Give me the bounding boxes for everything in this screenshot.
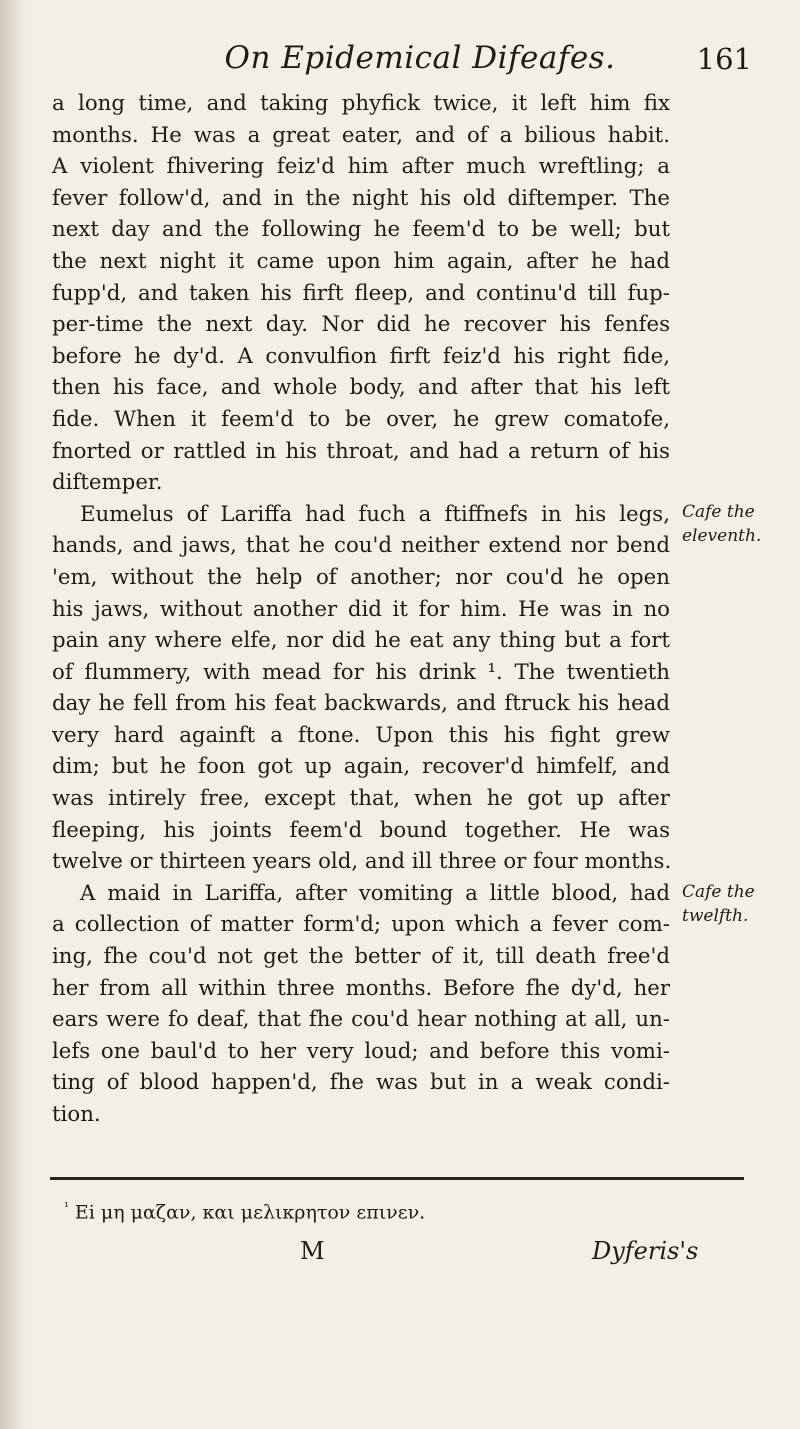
text-line: was intirely free, except that, when he got up after — [52, 786, 670, 812]
text-line: A maid in Lariffa, after vomiting a little blood, had — [80, 880, 670, 906]
text-line: 'em, without the help of another; nor cou'd he open — [52, 564, 670, 590]
marginal-note-case-eleventh — [682, 500, 792, 548]
text-line: her from all within three months. Before fhe dy'd, her — [52, 975, 670, 1001]
text-line: twelve or thirteen years old, and ill three or four months. — [52, 849, 672, 875]
footnote-marker: ¹ — [64, 1200, 69, 1214]
text-line: fide. When it feem'd to be over, he grew comatofe, — [52, 406, 670, 432]
catchword: Dyferis's — [592, 1237, 699, 1265]
text-line: tion. — [52, 1102, 101, 1127]
marginal-note-line: eleventh. — [682, 526, 762, 546]
text-line: fleeping, his joints feem'd bound together. He was — [52, 817, 670, 843]
text-line: lefs one baul'd to her very loud; and before this vomi- — [52, 1038, 670, 1064]
text-line: a collection of matter form'd; upon which a fever com- — [52, 912, 670, 938]
text-line: next day and the following he feem'd to be well; but — [52, 217, 670, 243]
text-line: diftemper. — [52, 470, 163, 496]
text-line: ears were fo deaf, that fhe cou'd hear nothing at all, un- — [52, 1007, 670, 1033]
text-line: the next night it came upon him again, after he had — [52, 248, 670, 274]
text-line: before he dy'd. A convulfion firft feiz'd his right fide, — [52, 343, 670, 369]
text-line: per-time the next day. Nor did he recover his fenfes — [52, 312, 670, 338]
text-line: hands, and jaws, that he cou'd neither extend nor bend — [52, 533, 670, 559]
text-line: his jaws, without another did it for him. He was in no — [52, 596, 670, 622]
marginal-note-line: Cafe the — [682, 882, 755, 902]
body-text — [52, 88, 670, 1131]
footnote — [64, 1200, 425, 1223]
marginal-note-line: Cafe the — [682, 502, 755, 522]
text-line: A violent fhivering feiz'd him after much wreftling; a — [52, 154, 670, 180]
text-line: a long time, and taking phyfick twice, it left him fix — [52, 91, 670, 116]
running-head — [120, 40, 752, 80]
running-title: On Epidemical Difeafes. — [224, 40, 616, 76]
text-line: fupp'd, and taken his firft fleep, and continu'd till fup- — [52, 280, 670, 306]
footnote-text: Ei μη μαζαν, και μελικρητον επινεν. — [74, 1201, 426, 1224]
text-line: ing, fhe cou'd not get the better of it, till death free'd — [52, 944, 670, 970]
signature-mark: M — [300, 1237, 325, 1265]
marginal-note-case-twelfth — [682, 880, 792, 928]
text-line: very hard againft a ftone. Upon this his fight grew — [52, 722, 670, 748]
gutter-shadow — [0, 0, 26, 1429]
text-line: ting of blood happen'd, fhe was but in a weak condi- — [52, 1070, 670, 1096]
text-line: then his face, and whole body, and after that his left — [52, 375, 670, 401]
text-line: pain any where elfe, nor did he eat any thing but a fort — [52, 628, 670, 654]
page-number: 161 — [696, 42, 752, 76]
text-line: dim; but he foon got up again, recover'd himfelf, and — [52, 754, 670, 780]
text-line: fever follow'd, and in the night his old diftemper. The — [52, 185, 670, 211]
text-line: fnorted or rattled in his throat, and had a return of his — [52, 438, 670, 464]
text-line: of flummery, with mead for his drink ¹. The twentieth — [52, 659, 670, 685]
text-line: months. He was a great eater, and of a bilious habit. — [52, 122, 670, 148]
text-line: Eumelus of Lariffa had fuch a ftiffnefs in his legs, — [80, 501, 670, 527]
marginal-note-line: twelfth. — [682, 906, 749, 926]
footnote-rule — [50, 1177, 744, 1180]
text-line: day he fell from his feat backwards, and ftruck his head — [52, 691, 670, 717]
